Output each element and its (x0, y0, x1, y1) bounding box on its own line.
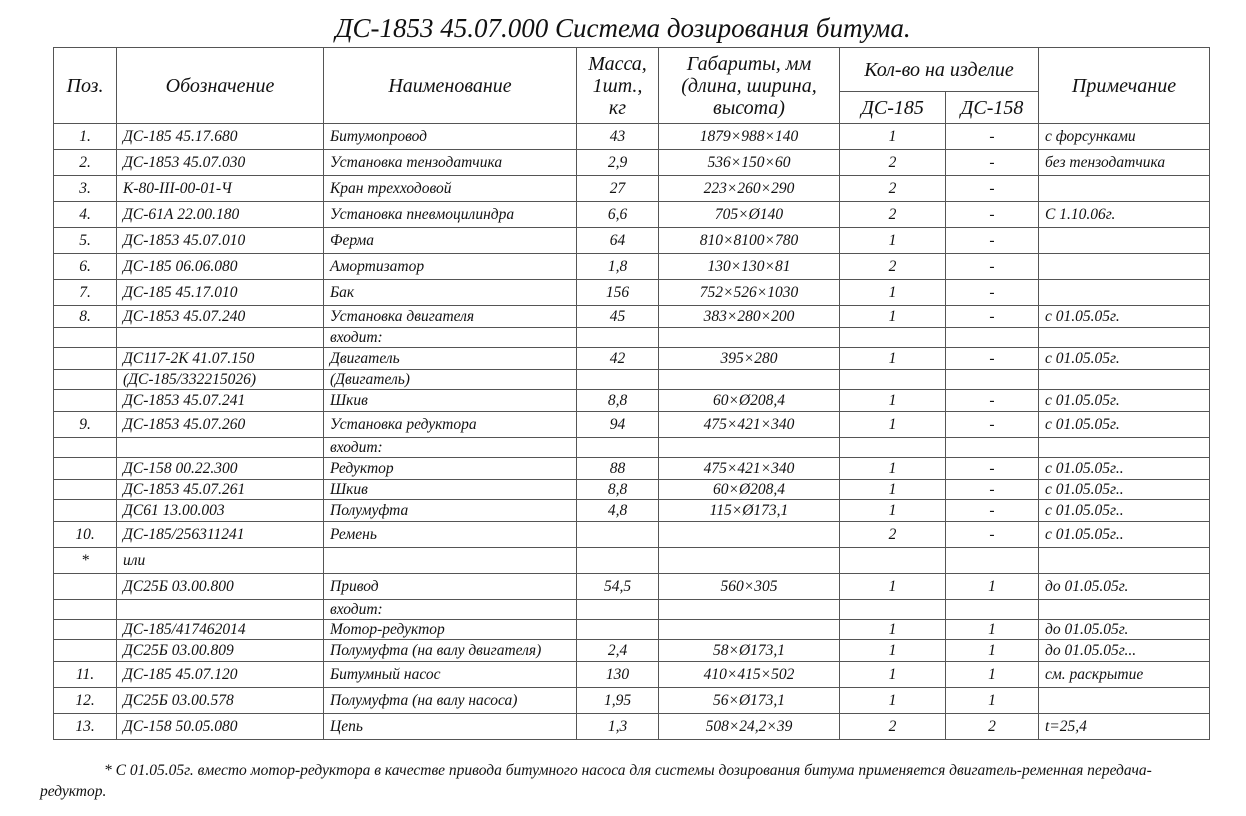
row-pos: 10. (54, 522, 117, 548)
row-note: с 01.05.05г. (1039, 412, 1210, 438)
header-name: Наименование (324, 48, 577, 124)
table-row (54, 714, 1210, 740)
row-designation: ДС-1853 45.07.030 (117, 150, 324, 176)
row-note: до 01.05.05г... (1039, 640, 1210, 662)
row-qty-ds185: 1 (840, 124, 946, 150)
row-note: до 01.05.05г. (1039, 574, 1210, 600)
row-dimensions: 395×280 (659, 348, 840, 370)
row-name: Установка пневмоцилиндра (324, 202, 577, 228)
table-row (54, 522, 1210, 548)
row-designation (117, 328, 324, 348)
row-pos: 2. (54, 150, 117, 176)
row-note (1039, 280, 1210, 306)
row-name: Полумуфта (324, 500, 577, 522)
row-note (1039, 254, 1210, 280)
row-dimensions (659, 600, 840, 620)
row-name: Шкив (324, 390, 577, 412)
row-name: Битумопровод (324, 124, 577, 150)
row-name: Шкив (324, 480, 577, 500)
row-name: Мотор-редуктор (324, 620, 577, 640)
row-qty-ds185: 2 (840, 176, 946, 202)
row-mass: 64 (577, 228, 659, 254)
row-designation (117, 600, 324, 620)
row-name: входит: (324, 600, 577, 620)
row-qty-ds158: - (946, 480, 1039, 500)
specification-table (53, 47, 1210, 740)
row-mass: 27 (577, 176, 659, 202)
row-note (1039, 176, 1210, 202)
row-pos: 8. (54, 306, 117, 328)
row-mass: 54,5 (577, 574, 659, 600)
table-row (54, 280, 1210, 306)
row-dimensions: 60×Ø208,4 (659, 480, 840, 500)
table-row (54, 500, 1210, 522)
row-qty-ds158: - (946, 390, 1039, 412)
row-name (324, 548, 577, 574)
row-dimensions: 410×415×502 (659, 662, 840, 688)
row-pos (54, 370, 117, 390)
row-pos (54, 574, 117, 600)
row-qty-ds158: - (946, 348, 1039, 370)
row-qty-ds158: - (946, 306, 1039, 328)
row-mass: 156 (577, 280, 659, 306)
row-designation: ДС-185/256311241 (117, 522, 324, 548)
row-mass: 88 (577, 458, 659, 480)
row-mass: 1,3 (577, 714, 659, 740)
table-row (54, 150, 1210, 176)
table-row (54, 480, 1210, 500)
row-mass (577, 370, 659, 390)
row-note (1039, 328, 1210, 348)
table-body (54, 124, 1210, 740)
row-dimensions: 810×8100×780 (659, 228, 840, 254)
row-mass: 1,8 (577, 254, 659, 280)
row-designation: ДС-158 00.22.300 (117, 458, 324, 480)
row-name: Редуктор (324, 458, 577, 480)
row-qty-ds185 (840, 370, 946, 390)
row-qty-ds185: 1 (840, 348, 946, 370)
row-designation: ДС-185 45.17.680 (117, 124, 324, 150)
row-name: Установка тензодатчика (324, 150, 577, 176)
row-qty-ds158: 1 (946, 640, 1039, 662)
row-qty-ds185: 1 (840, 620, 946, 640)
row-qty-ds185: 1 (840, 458, 946, 480)
table-row (54, 370, 1210, 390)
row-qty-ds185: 2 (840, 202, 946, 228)
row-dimensions (659, 438, 840, 458)
row-note (1039, 548, 1210, 574)
row-dimensions: 475×421×340 (659, 412, 840, 438)
header-designation: Обозначение (117, 48, 324, 124)
row-designation: ДС117-2К 41.07.150 (117, 348, 324, 370)
row-mass: 4,8 (577, 500, 659, 522)
row-note (1039, 438, 1210, 458)
row-dimensions: 223×260×290 (659, 176, 840, 202)
table-row (54, 574, 1210, 600)
row-mass: 42 (577, 348, 659, 370)
row-pos (54, 500, 117, 522)
row-designation: ДС25Б 03.00.809 (117, 640, 324, 662)
row-qty-ds158: - (946, 500, 1039, 522)
table-row (54, 662, 1210, 688)
document-title: ДС-1853 45.07.000 Система дозирования битума. (335, 13, 911, 43)
row-designation: ДС25Б 03.00.578 (117, 688, 324, 714)
row-note: с 01.05.05г. (1039, 306, 1210, 328)
row-designation: ДС61 13.00.003 (117, 500, 324, 522)
row-note: до 01.05.05г. (1039, 620, 1210, 640)
row-pos (54, 438, 117, 458)
row-mass (577, 328, 659, 348)
table-row (54, 176, 1210, 202)
row-designation: ДС-1853 45.07.261 (117, 480, 324, 500)
row-qty-ds185: 1 (840, 306, 946, 328)
row-qty-ds185: 2 (840, 254, 946, 280)
row-qty-ds185 (840, 548, 946, 574)
row-note: с 01.05.05г.. (1039, 500, 1210, 522)
row-note: см. раскрытие (1039, 662, 1210, 688)
row-qty-ds158: 1 (946, 688, 1039, 714)
header-mass: Масса, 1шт., кг (577, 48, 659, 124)
row-note (1039, 228, 1210, 254)
row-pos: 5. (54, 228, 117, 254)
row-dimensions: 115×Ø173,1 (659, 500, 840, 522)
table-row (54, 548, 1210, 574)
row-mass: 45 (577, 306, 659, 328)
row-mass: 2,4 (577, 640, 659, 662)
row-pos (54, 390, 117, 412)
row-mass: 1,95 (577, 688, 659, 714)
table-row (54, 254, 1210, 280)
table-header (54, 48, 1210, 124)
row-designation (117, 438, 324, 458)
row-name: Битумный насос (324, 662, 577, 688)
row-pos: 11. (54, 662, 117, 688)
row-name: Полумуфта (на валу двигателя) (324, 640, 577, 662)
row-name: Кран трехходовой (324, 176, 577, 202)
row-designation: ДС-185 45.07.120 (117, 662, 324, 688)
row-qty-ds185: 2 (840, 150, 946, 176)
row-pos: 6. (54, 254, 117, 280)
row-qty-ds158 (946, 600, 1039, 620)
row-dimensions: 58×Ø173,1 (659, 640, 840, 662)
row-name: Двигатель (324, 348, 577, 370)
footnote: * С 01.05.05г. вместо мотор-редуктора в качестве привода битумного насоса для системы дозирования битума применяется двигатель-ременная передача-редуктор. (40, 762, 1152, 800)
table-row (54, 306, 1210, 328)
table-row (54, 390, 1210, 412)
row-qty-ds158 (946, 438, 1039, 458)
row-pos: 9. (54, 412, 117, 438)
row-qty-ds158 (946, 370, 1039, 390)
row-name: Бак (324, 280, 577, 306)
row-mass (577, 620, 659, 640)
table-row (54, 124, 1210, 150)
row-qty-ds185: 1 (840, 480, 946, 500)
row-pos: 13. (54, 714, 117, 740)
table-row (54, 348, 1210, 370)
row-qty-ds158: 2 (946, 714, 1039, 740)
row-qty-ds158: - (946, 176, 1039, 202)
table-row (54, 688, 1210, 714)
row-qty-ds185: 1 (840, 662, 946, 688)
row-designation: ДС-185/417462014 (117, 620, 324, 640)
row-dimensions (659, 522, 840, 548)
row-pos (54, 600, 117, 620)
row-qty-ds158: 1 (946, 662, 1039, 688)
row-designation: ДС-185 45.17.010 (117, 280, 324, 306)
table-row (54, 600, 1210, 620)
row-dimensions: 475×421×340 (659, 458, 840, 480)
row-dimensions: 1879×988×140 (659, 124, 840, 150)
row-qty-ds185: 1 (840, 574, 946, 600)
row-pos: 7. (54, 280, 117, 306)
table-row (54, 412, 1210, 438)
row-dimensions: 560×305 (659, 574, 840, 600)
row-designation: ДС-1853 45.07.010 (117, 228, 324, 254)
header-qty-ds158: ДС-158 (946, 92, 1039, 124)
row-qty-ds158: - (946, 228, 1039, 254)
row-designation: ДС-1853 45.07.240 (117, 306, 324, 328)
row-mass: 94 (577, 412, 659, 438)
row-designation: или (117, 548, 324, 574)
table-row (54, 620, 1210, 640)
row-pos (54, 348, 117, 370)
row-mass (577, 548, 659, 574)
table-row (54, 328, 1210, 348)
row-pos: 1. (54, 124, 117, 150)
row-pos (54, 640, 117, 662)
row-name: входит: (324, 328, 577, 348)
row-designation: ДС-1853 45.07.260 (117, 412, 324, 438)
row-qty-ds185: 1 (840, 688, 946, 714)
row-qty-ds185 (840, 328, 946, 348)
row-note: без тензодатчика (1039, 150, 1210, 176)
row-dimensions (659, 370, 840, 390)
row-name: Цепь (324, 714, 577, 740)
row-designation: (ДС-185/332215026) (117, 370, 324, 390)
table-row (54, 438, 1210, 458)
row-pos: * (54, 548, 117, 574)
row-designation: К-80-III-00-01-Ч (117, 176, 324, 202)
row-pos (54, 480, 117, 500)
row-name: Ферма (324, 228, 577, 254)
row-note: с форсунками (1039, 124, 1210, 150)
row-name: (Двигатель) (324, 370, 577, 390)
row-qty-ds158: 1 (946, 574, 1039, 600)
row-dimensions (659, 548, 840, 574)
row-mass (577, 522, 659, 548)
table-row (54, 640, 1210, 662)
row-note (1039, 370, 1210, 390)
row-pos (54, 328, 117, 348)
row-qty-ds158: - (946, 254, 1039, 280)
row-mass: 8,8 (577, 390, 659, 412)
row-qty-ds158 (946, 548, 1039, 574)
row-note: С 1.10.06г. (1039, 202, 1210, 228)
row-pos: 4. (54, 202, 117, 228)
header-pos: Поз. (54, 48, 117, 124)
row-designation: ДС-185 06.06.080 (117, 254, 324, 280)
row-dimensions: 705×Ø140 (659, 202, 840, 228)
row-mass: 8,8 (577, 480, 659, 500)
row-designation: ДС-1853 45.07.241 (117, 390, 324, 412)
row-qty-ds185 (840, 600, 946, 620)
row-qty-ds185: 1 (840, 500, 946, 522)
row-qty-ds185 (840, 438, 946, 458)
row-note (1039, 600, 1210, 620)
row-designation: ДС25Б 03.00.800 (117, 574, 324, 600)
row-qty-ds158 (946, 328, 1039, 348)
row-qty-ds185: 1 (840, 228, 946, 254)
row-note: с 01.05.05г.. (1039, 522, 1210, 548)
row-qty-ds185: 1 (840, 412, 946, 438)
row-qty-ds185: 2 (840, 714, 946, 740)
row-qty-ds158: - (946, 522, 1039, 548)
row-dimensions: 383×280×200 (659, 306, 840, 328)
row-note: с 01.05.05г. (1039, 390, 1210, 412)
row-dimensions: 508×24,2×39 (659, 714, 840, 740)
header-note: Примечание (1039, 48, 1210, 124)
row-note (1039, 688, 1210, 714)
row-qty-ds185: 1 (840, 640, 946, 662)
row-dimensions (659, 328, 840, 348)
row-qty-ds185: 2 (840, 522, 946, 548)
row-qty-ds158: - (946, 150, 1039, 176)
row-qty-ds158: - (946, 202, 1039, 228)
header-dimensions: Габариты, мм (длина, ширина, высота) (659, 48, 840, 124)
row-name: входит: (324, 438, 577, 458)
row-name: Полумуфта (на валу насоса) (324, 688, 577, 714)
row-note: с 01.05.05г.. (1039, 458, 1210, 480)
row-qty-ds158: - (946, 280, 1039, 306)
row-name: Привод (324, 574, 577, 600)
row-note: с 01.05.05г. (1039, 348, 1210, 370)
row-mass (577, 600, 659, 620)
table-row (54, 202, 1210, 228)
row-dimensions: 752×526×1030 (659, 280, 840, 306)
row-dimensions: 130×130×81 (659, 254, 840, 280)
row-dimensions: 60×Ø208,4 (659, 390, 840, 412)
row-pos: 3. (54, 176, 117, 202)
table-row (54, 228, 1210, 254)
row-mass: 130 (577, 662, 659, 688)
row-qty-ds158: - (946, 124, 1039, 150)
row-qty-ds158: - (946, 458, 1039, 480)
row-designation: ДС-158 50.05.080 (117, 714, 324, 740)
header-qty-ds185: ДС-185 (840, 92, 946, 124)
row-dimensions: 56×Ø173,1 (659, 688, 840, 714)
row-name: Установка двигателя (324, 306, 577, 328)
row-note: t=25,4 (1039, 714, 1210, 740)
row-mass: 2,9 (577, 150, 659, 176)
row-name: Ремень (324, 522, 577, 548)
row-qty-ds158: - (946, 412, 1039, 438)
row-mass (577, 438, 659, 458)
row-qty-ds158: 1 (946, 620, 1039, 640)
row-mass: 43 (577, 124, 659, 150)
row-pos (54, 458, 117, 480)
row-designation: ДС-61А 22.00.180 (117, 202, 324, 228)
row-name: Амортизатор (324, 254, 577, 280)
row-note: с 01.05.05г.. (1039, 480, 1210, 500)
row-qty-ds185: 1 (840, 390, 946, 412)
row-mass: 6,6 (577, 202, 659, 228)
row-name: Установка редуктора (324, 412, 577, 438)
header-quantity: Кол-во на изделие (840, 48, 1039, 92)
row-qty-ds185: 1 (840, 280, 946, 306)
row-dimensions (659, 620, 840, 640)
row-dimensions: 536×150×60 (659, 150, 840, 176)
row-pos (54, 620, 117, 640)
table-row (54, 458, 1210, 480)
row-pos: 12. (54, 688, 117, 714)
